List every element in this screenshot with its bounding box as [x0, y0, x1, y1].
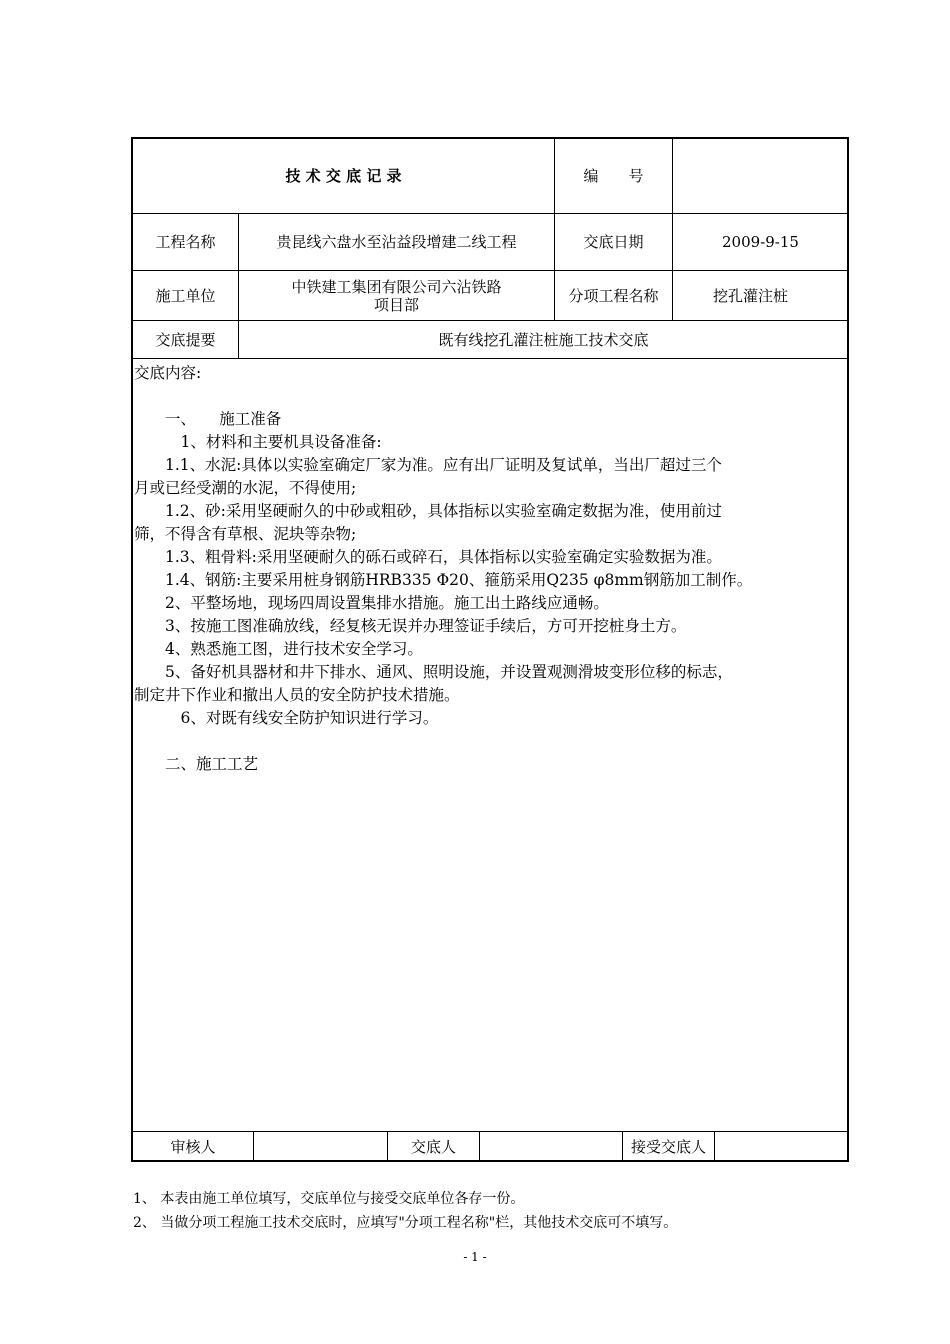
content-line: 1.4、钢筋:主要采用桩身钢筋HRB335 Φ20、箍筋采用Q235 φ8mm钢筋加工制作。 — [134, 571, 753, 589]
content-line: 月或已经受潮的水泥，不得使用; — [134, 479, 357, 497]
unit-value-line1: 中铁建工集团有限公司六沾铁路 — [291, 277, 502, 296]
unit-label: 施工单位 — [155, 286, 216, 305]
disclosure-content — [134, 362, 848, 776]
content-line: 1、材料和主要机具设备准备: — [134, 433, 382, 451]
content-line: 1.2、砂:采用坚硬耐久的中砂或粗砂，具体指标以实验室确定数据为准，使用前过 — [134, 502, 722, 520]
content-line: 5、备好机具器材和井下排水、通风、照明设施，并设置观测滑坡变形位移的标志， — [134, 663, 733, 681]
date-label: 交底日期 — [583, 233, 644, 251]
content-line: 4、熟悉施工图，进行技术安全学习。 — [134, 640, 423, 658]
content-line: 一、 施工准备 — [134, 410, 282, 428]
note-1: 1、 本表由施工单位填写，交底单位与接受交底单位各存一份。 — [133, 1191, 525, 1207]
content-line: 6、对既有线安全防护知识进行学习。 — [134, 709, 439, 727]
content-line: 制定井下作业和撤出人员的安全防护技术措施。 — [134, 686, 460, 704]
presenter-value[interactable] — [480, 1132, 622, 1161]
content-line — [134, 730, 848, 753]
reviewer-label: 审核人 — [170, 1137, 216, 1156]
document-title: 技 术 交 底 记 录 — [285, 167, 402, 185]
content-line: 筛，不得含有草根、泥块等杂物; — [134, 525, 357, 543]
unit-value[interactable] — [239, 271, 554, 320]
date-value[interactable]: 2009-9-15 — [722, 233, 799, 251]
page-number: - 1 - — [463, 1250, 487, 1264]
receiver-label: 接受交底人 — [630, 1137, 706, 1156]
row-divider — [132, 358, 849, 359]
summary-label: 交底提要 — [155, 330, 216, 349]
subproject-value[interactable]: 挖孔灌注桩 — [712, 286, 788, 305]
content-line: 1.1、水泥:具体以实验室确定厂家为准。应有出厂证明及复试单，当出厂超过三个 — [134, 456, 722, 474]
note-2: 2、 当做分项工程施工技术交底时，应填写"分项工程名称"栏，其他技术交底可不填写。 — [133, 1215, 678, 1231]
content-line: 二、施工工艺 — [134, 755, 259, 773]
project-name-label: 工程名称 — [155, 233, 216, 251]
reviewer-value[interactable] — [254, 1132, 387, 1161]
unit-value-line2: 项目部 — [373, 295, 419, 314]
receiver-value[interactable] — [715, 1132, 848, 1161]
number-label: 编 号 — [583, 167, 644, 185]
number-value[interactable] — [673, 139, 848, 213]
subproject-label: 分项工程名称 — [568, 286, 659, 305]
content-line: 2、平整场地，现场四周设置集排水措施。施工出土路线应通畅。 — [134, 594, 609, 612]
content-heading: 交底内容: — [134, 364, 202, 382]
content-line: 3、按施工图准确放线，经复核无误并办理签证手续后，方可开挖桩身土方。 — [134, 617, 687, 635]
project-name-value[interactable]: 贵昆线六盘水至沾益段增建二线工程 — [276, 233, 517, 251]
content-line: 1.3、粗骨料:采用坚硬耐久的砾石或碎石，具体指标以实验室确定实验数据为准。 — [134, 548, 722, 566]
presenter-label: 交底人 — [410, 1137, 456, 1156]
summary-value[interactable]: 既有线挖孔灌注桩施工技术交底 — [438, 330, 649, 349]
content-spacer — [134, 385, 848, 408]
